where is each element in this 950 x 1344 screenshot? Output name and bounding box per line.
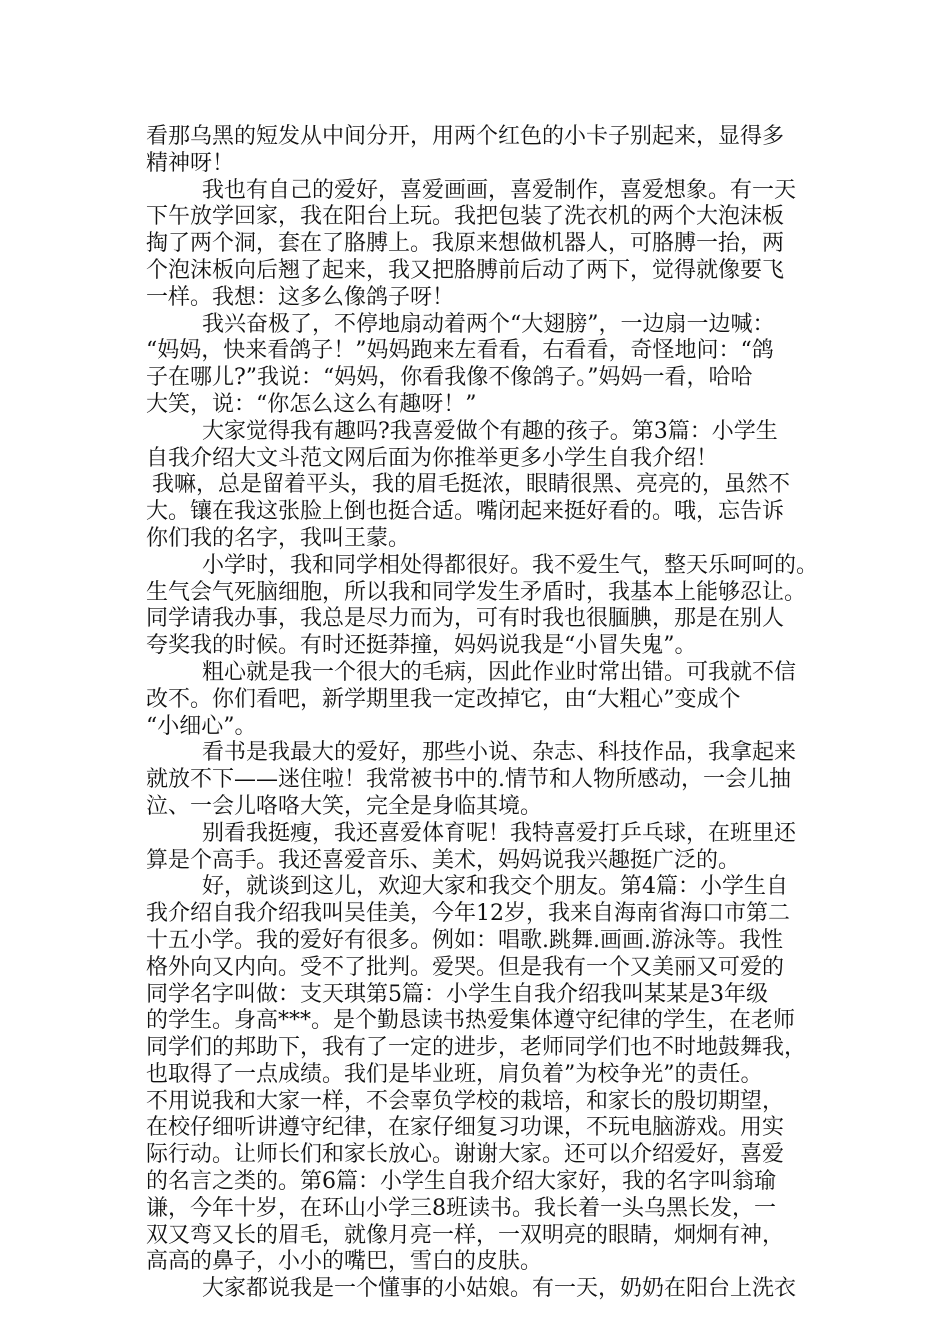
text-line: 生气会气死脑细胞，所以我和同学发生矛盾时，我基本上能够忍让。 bbox=[146, 579, 807, 605]
text-line: 我兴奋极了，不停地扇动着两个“大翅膀”，一边扇一边喊： bbox=[202, 311, 775, 337]
text-line: 就放不下——迷住啦！我常被书中的.情节和人物所感动，一会儿抽 bbox=[146, 767, 791, 793]
text-line: 十五小学。我的爱好有很多。例如：唱歌.跳舞.画画.游泳等。我性 bbox=[146, 927, 783, 953]
text-line: 格外向又内向。受不了批判。爱哭。但是我有一个又美丽又可爱的 bbox=[146, 954, 785, 980]
text-line: 同学请我办事，我总是尽力而为，可有时我也很腼腆，那是在别人 bbox=[146, 606, 785, 632]
text-line: 精神呀！ bbox=[146, 150, 235, 176]
text-line: 泣、一会儿咯咯大笑，完全是身临其境。 bbox=[146, 793, 543, 819]
text-line: 的学生。身高***。是个勤恳读书热爱集体遵守纪律的学生，在老师 bbox=[146, 1008, 796, 1034]
text-line: 看书是我最大的爱好，那些小说、杂志、科技作品，我拿起来 bbox=[202, 740, 797, 766]
text-line: “小细心”。 bbox=[146, 713, 257, 739]
text-line: 一样。我想：这多么像鸽子呀！ bbox=[146, 284, 455, 310]
text-line: 谦，今年十岁，在环山小学三8班读书。我长着一头乌黑长发，一 bbox=[146, 1195, 776, 1221]
text-line: 的名言之类的。第6篇：小学生自我介绍大家好，我的名字叫翁瑜 bbox=[146, 1169, 776, 1195]
text-line: 改不。你们看吧，新学期里我一定改掉它，由“大粗心”变成个 bbox=[146, 686, 741, 712]
text-line: 际行动。让师长们和家长放心。谢谢大家。还可以介绍爱好，喜爱 bbox=[146, 1142, 785, 1168]
text-line: 大家都说我是一个懂事的小姑娘。有一天，奶奶在阳台上洗衣 bbox=[202, 1276, 797, 1302]
text-line: 子在哪儿?”我说：“妈妈，你看我像不像鸽子。”妈妈一看，哈哈 bbox=[146, 365, 753, 391]
text-line: “妈妈，快来看鸽子！”妈妈跑来左看看，右看看，奇怪地问：“鸽 bbox=[146, 338, 774, 364]
text-line: 掏了两个洞，套在了胳膊上。我原来想做机器人，可胳膊一抬，两 bbox=[146, 231, 785, 257]
text-line: 你们我的名字，我叫王蒙。 bbox=[146, 525, 411, 551]
text-line: 我嘛，总是留着平头，我的眉毛挺浓，眼睛很黑、亮亮的，虽然不 bbox=[152, 472, 791, 498]
text-line: 好，就谈到这儿，欢迎大家和我交个朋友。第4篇：小学生自 bbox=[202, 874, 788, 900]
text-line: 小学时，我和同学相处得都很好。我不爱生气，整天乐呵呵的。 bbox=[202, 552, 819, 578]
text-line: 高高的鼻子，小小的嘴巴，雪白的皮肤。 bbox=[146, 1249, 543, 1275]
text-line: 大。镶在我这张脸上倒也挺合适。嘴闭起来挺好看的。哦，忘告诉 bbox=[146, 499, 785, 525]
text-line: 我介绍自我介绍我叫吴佳美，今年12岁，我来自海南省海口市第二 bbox=[146, 901, 790, 927]
text-line: 算是个高手。我还喜爱音乐、美术，妈妈说我兴趣挺广泛的。 bbox=[146, 847, 741, 873]
text-line: 也取得了一点成绩。我们是毕业班，肩负着”为校争光”的责任。 bbox=[146, 1061, 763, 1087]
text-line: 不用说我和大家一样，不会辜负学校的栽培，和家长的殷切期望， bbox=[146, 1088, 785, 1114]
text-line: 下午放学回家，我在阳台上玩。我把包装了洗衣机的两个大泡沫板 bbox=[146, 204, 785, 230]
text-line: 我也有自己的爱好，喜爱画画，喜爱制作，喜爱想象。有一天 bbox=[202, 177, 797, 203]
text-line: 同学们的邦助下，我有了一定的进步，老师同学们也不时地鼓舞我， bbox=[146, 1035, 807, 1061]
text-line: 夸奖我的时候。有时还挺莽撞，妈妈说我是“小冒失鬼”。 bbox=[146, 633, 697, 659]
text-line: 看那乌黑的短发从中间分开，用两个红色的小卡子别起来，显得多 bbox=[146, 124, 785, 149]
text-line: 个泡沫板向后翘了起来，我又把胳膊前后动了两下，觉得就像要飞 bbox=[146, 257, 785, 283]
text-line: 别看我挺瘦，我还喜爱体育呢！我特喜爱打乒乓球，在班里还 bbox=[202, 820, 797, 846]
text-line: 粗心就是我一个很大的毛病，因此作业时常出错。可我就不信 bbox=[202, 659, 797, 685]
text-line: 自我介绍大文斗范文网后面为你推举更多小学生自我介绍！ bbox=[146, 445, 719, 471]
document-body bbox=[146, 124, 826, 1303]
text-line: 双又弯又长的眉毛，就像月亮一样，一双明亮的眼睛，炯炯有神， bbox=[146, 1222, 785, 1248]
text-line: 在校仔细听讲遵守纪律，在家仔细复习功课，不玩电脑游戏。用实 bbox=[146, 1115, 785, 1141]
text-line: 同学名字叫做：支天琪第5篇：小学生自我介绍我叫某某是3年级 bbox=[146, 981, 768, 1007]
text-line: 大家觉得我有趣吗?我喜爱做个有趣的孩子。第3篇：小学生 bbox=[202, 418, 778, 444]
text-line: 大笑，说：“你怎么这么有趣呀！” bbox=[146, 391, 477, 417]
